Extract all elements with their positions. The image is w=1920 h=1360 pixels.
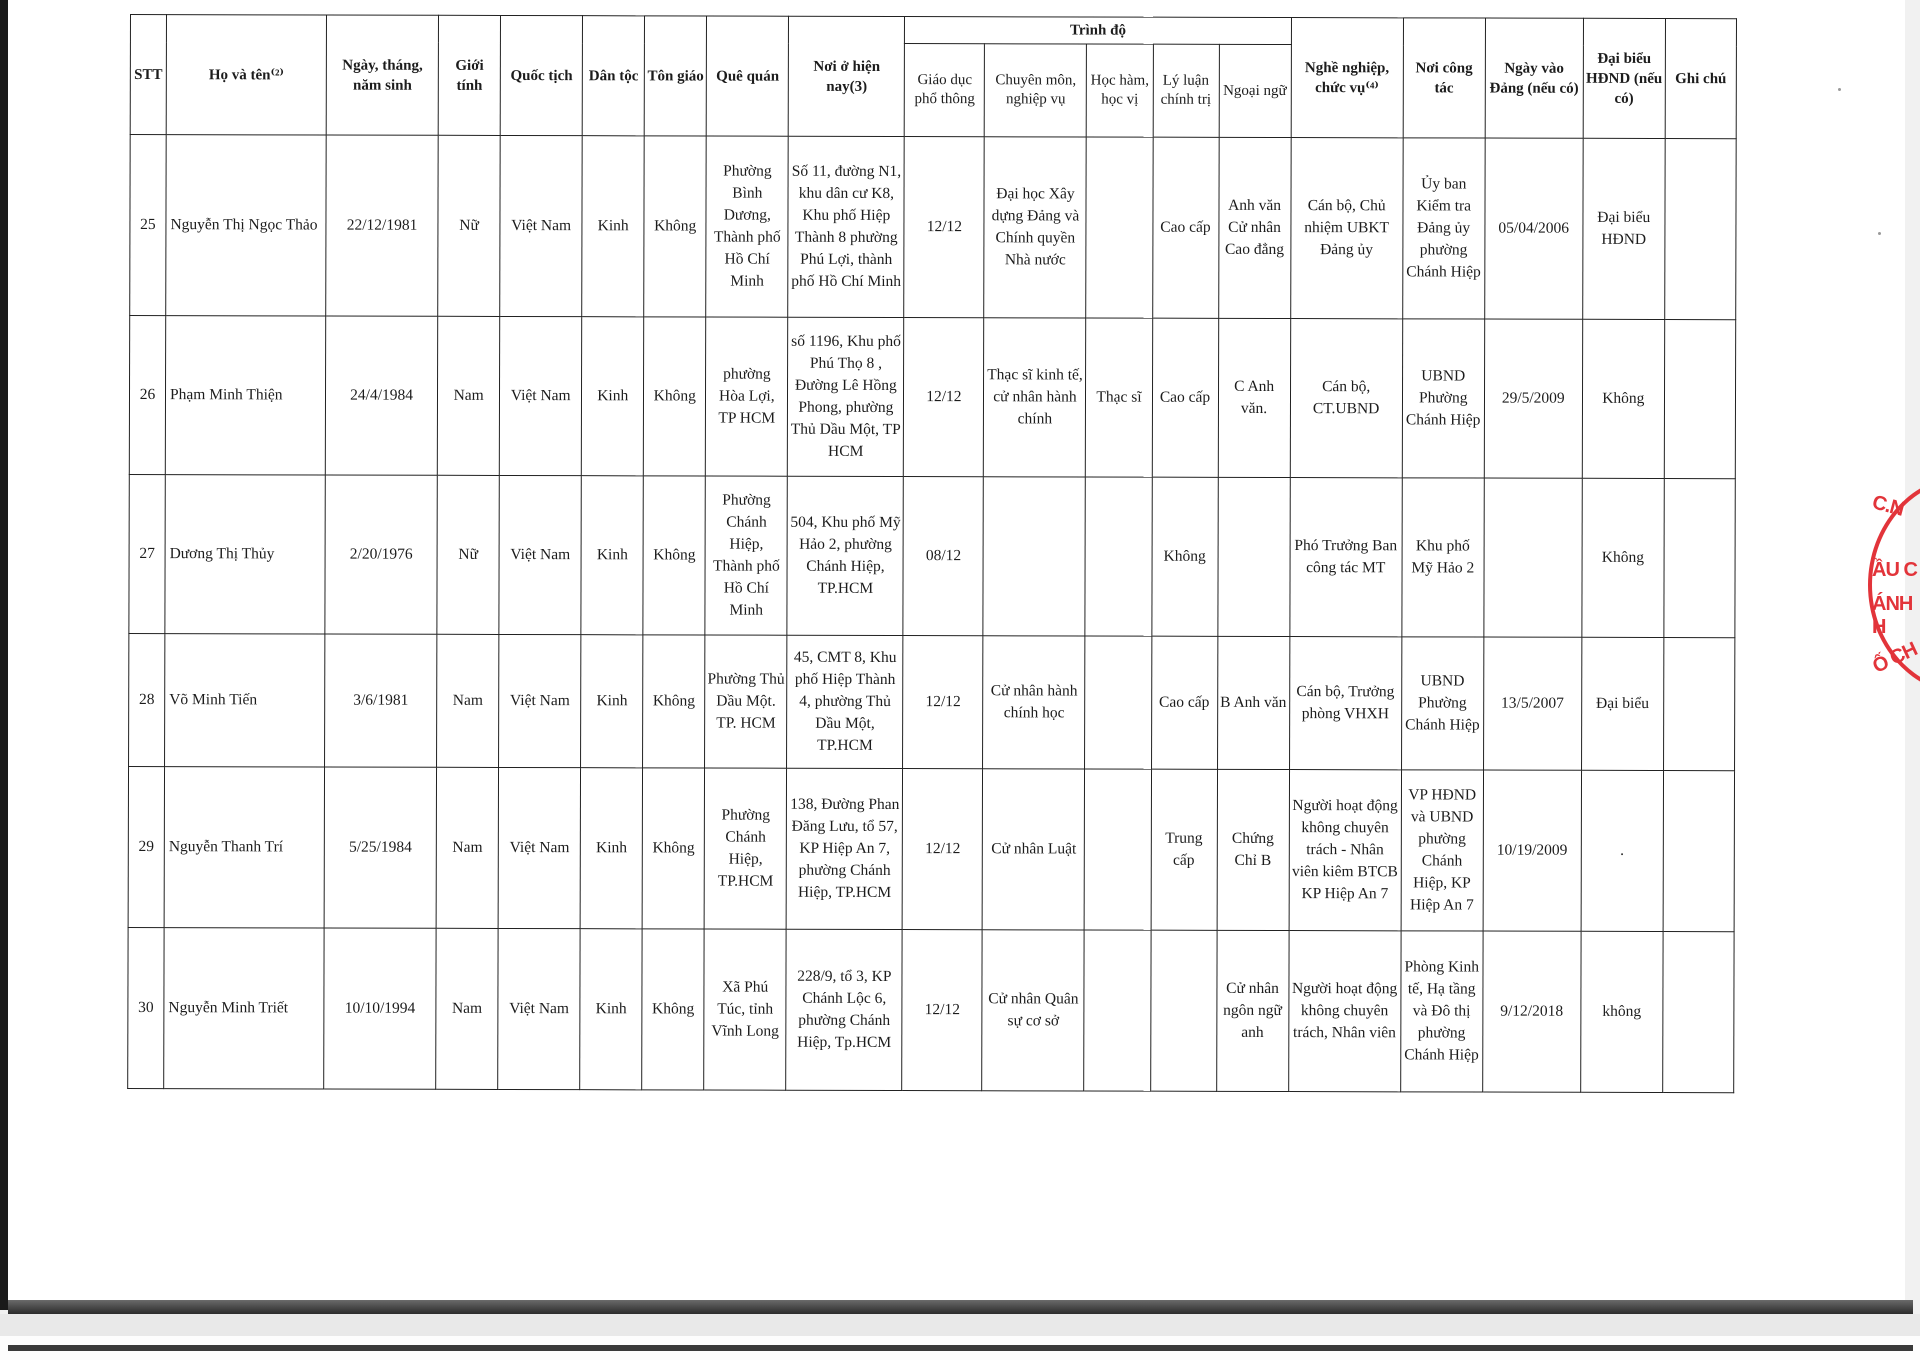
cell-stt: 30 <box>128 927 164 1088</box>
cell-ngay-vao-dang: 10/19/2009 <box>1483 770 1581 931</box>
cell-dan-toc: Kinh <box>580 929 642 1090</box>
next-page-edge <box>8 1345 1913 1351</box>
cell-noi-o: số 1196, Khu phố Phú Thọ 8 , Đường Lê Hồng Phong, phường Thủ Dầu Một, TP HCM <box>788 317 904 476</box>
cell-noi-cong-tac: VP HĐND và UBND phường Chánh Hiệp, KP Hiệp An 7 <box>1401 770 1483 931</box>
cell-ton-giao: Không <box>642 929 704 1090</box>
cell-nghe-nghiep: Cán bộ, Chủ nhiệm UBKT Đảng ủy <box>1290 138 1403 319</box>
cell-noi-cong-tac: Phòng Kinh tế, Hạ tầng và Đô thị phường Chánh Hiệp <box>1400 931 1482 1092</box>
seal-text: Ố CH <box>1869 638 1920 678</box>
cell-dai-bieu: . <box>1581 770 1663 931</box>
cell-ly-luan: Cao cấp <box>1152 137 1219 318</box>
cell-ngay-sinh: 24/4/1984 <box>325 316 437 475</box>
cell-que-quan: Phường Bình Dương, Thành phố Hồ Chí Minh <box>706 136 789 317</box>
cell-giao-duc: 12/12 <box>902 930 982 1091</box>
cell-quoc-tich: Việt Nam <box>499 316 581 475</box>
cell-gioi-tinh: Nam <box>437 316 499 475</box>
cell-ngay-vao-dang: 9/12/2018 <box>1482 931 1580 1092</box>
cell-giao-duc: 12/12 <box>903 769 983 930</box>
cell-noi-cong-tac: Khu phố Mỹ Hảo 2 <box>1402 478 1484 637</box>
cell-noi-cong-tac: Ủy ban Kiểm tra Đảng ủy phường Chánh Hiệp <box>1402 138 1485 319</box>
cell-que-quan: phường Hòa Lợi, TP HCM <box>706 317 788 476</box>
cell-dai-bieu: Đại biểu HĐND <box>1583 138 1666 319</box>
cell-ngoai-ngu: Anh văn Cử nhân Cao đẳng <box>1218 137 1291 318</box>
cell-ton-giao: Không <box>644 317 706 476</box>
cell-ngay-vao-dang: 05/04/2006 <box>1484 138 1583 319</box>
candidate-table <box>127 14 1737 1093</box>
cell-ngoai-ngu <box>1217 477 1290 636</box>
cell-ngay-vao-dang <box>1484 478 1582 637</box>
cell-ly-luan: Trung cấp <box>1151 769 1217 930</box>
cell-que-quan: Phường Thủ Dầu Một. TP. HCM <box>705 635 787 768</box>
cell-ngay-sinh: 10/10/1994 <box>324 928 436 1089</box>
cell-ghi-chu <box>1663 932 1735 1093</box>
cell-stt: 27 <box>129 474 165 633</box>
cell-ho-ten: Nguyễn Thanh Trí <box>164 767 324 928</box>
cell-quoc-tich: Việt Nam <box>500 135 583 316</box>
cell-ghi-chu <box>1663 638 1735 771</box>
header-noi-o: Nơi ở hiện nay(3) <box>789 16 905 136</box>
header-ngoai-ngu: Ngoại ngữ <box>1219 44 1291 137</box>
cell-chuyen-mon: Thạc sĩ kinh tế, cử nhân hành chính <box>984 318 1086 477</box>
cell-ly-luan: Cao cấp <box>1151 636 1217 769</box>
cell-noi-o: 228/9, tổ 3, KP Chánh Lộc 6, phường Chánh Hiệp, Tp.HCM <box>786 929 902 1090</box>
cell-quoc-tich: Việt Nam <box>498 767 580 928</box>
cell-hoc-ham <box>1085 636 1151 769</box>
page-gap <box>0 1314 1920 1336</box>
cell-nghe-nghiep: Cán bộ, Trưởng phòng VHXH <box>1289 637 1401 770</box>
header-hoc-ham: Học hàm, học vị <box>1087 44 1153 137</box>
table-row <box>128 927 1734 1092</box>
cell-noi-cong-tac: UBND Phường Chánh Hiệp <box>1401 637 1483 770</box>
cell-dan-toc: Kinh <box>581 476 643 635</box>
cell-stt: 28 <box>129 633 165 766</box>
cell-ghi-chu <box>1665 139 1737 320</box>
seal-text: ÁNH H <box>1872 593 1913 638</box>
cell-nghe-nghiep: Người hoạt động không chuyên trách - Nhân viên kiêm BTCB KP Hiệp An 7 <box>1289 770 1401 931</box>
official-seal <box>1868 475 1920 695</box>
cell-quoc-tich: Việt Nam <box>498 928 580 1089</box>
cell-ho-ten: Dương Thị Thủy <box>165 475 325 634</box>
cell-ly-luan <box>1150 930 1216 1091</box>
cell-chuyen-mon: Cử nhân hành chính học <box>983 636 1085 769</box>
header-gioi-tinh: Giới tính <box>438 15 500 135</box>
cell-ho-ten: Phạm Minh Thiện <box>165 316 325 475</box>
header-quoc-tich: Quốc tịch <box>500 15 582 135</box>
page-edge <box>0 0 8 1310</box>
cell-ly-luan: Không <box>1151 477 1217 636</box>
cell-ngoai-ngu: Chứng Chỉ B <box>1217 769 1290 930</box>
table-row <box>128 766 1734 931</box>
cell-hoc-ham <box>1086 137 1153 318</box>
cell-quoc-tich: Việt Nam <box>499 634 581 767</box>
cell-noi-o: 45, CMT 8, Khu phố Hiệp Thành 4, phường Thủ Dầu Một, TP.HCM <box>787 635 903 768</box>
cell-ngoai-ngu: B Anh văn <box>1217 636 1289 769</box>
cell-ngoai-ngu: Cử nhân ngôn ngữ anh <box>1216 930 1289 1091</box>
cell-hoc-ham <box>1084 930 1150 1091</box>
cell-ngoai-ngu: C Anh văn. <box>1218 318 1291 477</box>
cell-hoc-ham <box>1085 769 1151 930</box>
cell-noi-o: Số 11, đường N1, khu dân cư K8, Khu phố Hiệp Thành 8 phường Phú Lợi, thành phố Hồ Chí Minh <box>788 136 905 317</box>
header-ngay-sinh: Ngày, tháng, năm sinh <box>326 15 438 135</box>
cell-ly-luan: Cao cấp <box>1152 318 1218 477</box>
cell-giao-duc: 08/12 <box>903 477 983 636</box>
cell-dan-toc: Kinh <box>582 136 645 317</box>
header-ghi-chu: Ghi chú <box>1665 19 1736 139</box>
cell-dai-bieu: Không <box>1582 478 1664 637</box>
cell-ton-giao: Không <box>643 635 705 768</box>
cell-gioi-tinh: Nữ <box>437 475 499 634</box>
header-dai-bieu: Đại biểu HĐND (nếu có) <box>1583 18 1665 138</box>
cell-giao-duc: 12/12 <box>904 318 984 477</box>
cell-ho-ten: Võ Minh Tiến <box>165 634 325 767</box>
header-que-quan: Quê quán <box>706 16 788 136</box>
cell-dan-toc: Kinh <box>582 317 644 476</box>
cell-gioi-tinh: Nam <box>437 634 499 767</box>
cell-dan-toc: Kinh <box>580 768 642 929</box>
cell-chuyen-mon: Đại học Xây dựng Đảng và Chính quyền Nhà nước <box>984 137 1087 318</box>
cell-chuyen-mon <box>983 477 1085 636</box>
cell-ngay-sinh: 3/6/1981 <box>325 634 437 767</box>
header-stt: STT <box>130 15 166 135</box>
cell-ho-ten: Nguyễn Thị Ngọc Thảo <box>166 135 327 316</box>
cell-nghe-nghiep: Phó Trưởng Ban công tác MT <box>1290 478 1402 637</box>
header-ton-giao: Tôn giáo <box>644 16 706 136</box>
cell-stt: 29 <box>128 766 164 927</box>
cell-dan-toc: Kinh <box>581 635 643 768</box>
scan-speck <box>1838 88 1841 91</box>
cell-ton-giao: Không <box>643 476 705 635</box>
cell-gioi-tinh: Nữ <box>438 135 501 316</box>
cell-ngay-vao-dang: 13/5/2007 <box>1483 637 1581 770</box>
cell-ngay-sinh: 2/20/1976 <box>325 475 437 634</box>
table-row <box>129 633 1735 770</box>
header-ngay-vao-dang: Ngày vào Đảng (nếu có) <box>1485 18 1583 138</box>
cell-nghe-nghiep: Cán bộ, CT.UBND <box>1290 319 1402 478</box>
cell-dai-bieu: không <box>1580 931 1662 1092</box>
cell-quoc-tich: Việt Nam <box>499 475 581 634</box>
cell-dai-bieu: Đại biểu <box>1581 637 1663 770</box>
cell-ngay-sinh: 5/25/1984 <box>324 767 436 928</box>
cell-noi-o: 138, Đường Phan Đăng Lưu, tổ 57, KP Hiệp An 7, phường Chánh Hiệp, TP.HCM <box>786 768 902 929</box>
scan-speck <box>1878 232 1881 235</box>
cell-que-quan: Phường Chánh Hiệp, Thành phố Hồ Chí Minh <box>705 476 787 635</box>
cell-stt: 25 <box>130 135 166 316</box>
header-trinh-do: Trình độ <box>905 17 1291 45</box>
cell-stt: 26 <box>129 316 165 475</box>
cell-ho-ten: Nguyễn Minh Triết <box>164 928 324 1089</box>
header-noi-cong-tac: Nơi công tác <box>1403 18 1485 138</box>
cell-noi-cong-tac: UBND Phường Chánh Hiệp <box>1402 319 1484 478</box>
header-giao-duc: Giáo dục phổ thông <box>905 44 985 137</box>
page-bottom-edge <box>8 1300 1913 1314</box>
candidate-list-sheet <box>127 14 1737 1093</box>
header-chuyen-mon: Chuyên môn, nghiệp vụ <box>985 44 1087 137</box>
cell-giao-duc: 12/12 <box>904 137 985 318</box>
seal-text: ẦU C <box>1872 559 1917 581</box>
header-ly-luan: Lý luận chính trị <box>1153 44 1219 137</box>
header-row-top <box>130 15 1736 46</box>
header-nghe-nghiep: Nghề nghiệp, chức vụ⁽⁴⁾ <box>1291 18 1403 138</box>
cell-ngay-vao-dang: 29/5/2009 <box>1484 319 1582 478</box>
cell-chuyen-mon: Cử nhân Quân sự cơ sở <box>982 930 1084 1091</box>
cell-noi-o: 504, Khu phố Mỹ Hảo 2, phường Chánh Hiệp, TP.HCM <box>787 476 903 635</box>
cell-hoc-ham: Thạc sĩ <box>1086 318 1152 477</box>
cell-gioi-tinh: Nam <box>436 767 498 928</box>
cell-giao-duc: 12/12 <box>903 636 983 769</box>
cell-ngay-sinh: 22/12/1981 <box>326 135 439 316</box>
cell-nghe-nghiep: Người hoạt động không chuyên trách, Nhân viên <box>1288 931 1400 1092</box>
cell-ghi-chu <box>1664 320 1736 479</box>
cell-chuyen-mon: Cử nhân Luật <box>983 769 1085 930</box>
cell-hoc-ham <box>1085 477 1151 636</box>
seal-text: C.N <box>1869 491 1906 521</box>
cell-gioi-tinh: Nam <box>436 928 498 1089</box>
cell-ghi-chu <box>1663 771 1735 932</box>
header-dan-toc: Dân tộc <box>582 16 644 136</box>
header-ho-ten: Họ và tên⁽²⁾ <box>166 15 326 135</box>
table-row <box>130 135 1736 320</box>
table-row <box>129 316 1735 479</box>
cell-que-quan: Xã Phú Túc, tỉnh Vĩnh Long <box>704 929 786 1090</box>
cell-ghi-chu <box>1664 479 1736 638</box>
cell-ton-giao: Không <box>644 136 707 317</box>
cell-que-quan: Phường Chánh Hiệp, TP.HCM <box>704 768 786 929</box>
table-row <box>129 474 1735 637</box>
cell-dai-bieu: Không <box>1582 319 1664 478</box>
cell-ton-giao: Không <box>642 768 704 929</box>
